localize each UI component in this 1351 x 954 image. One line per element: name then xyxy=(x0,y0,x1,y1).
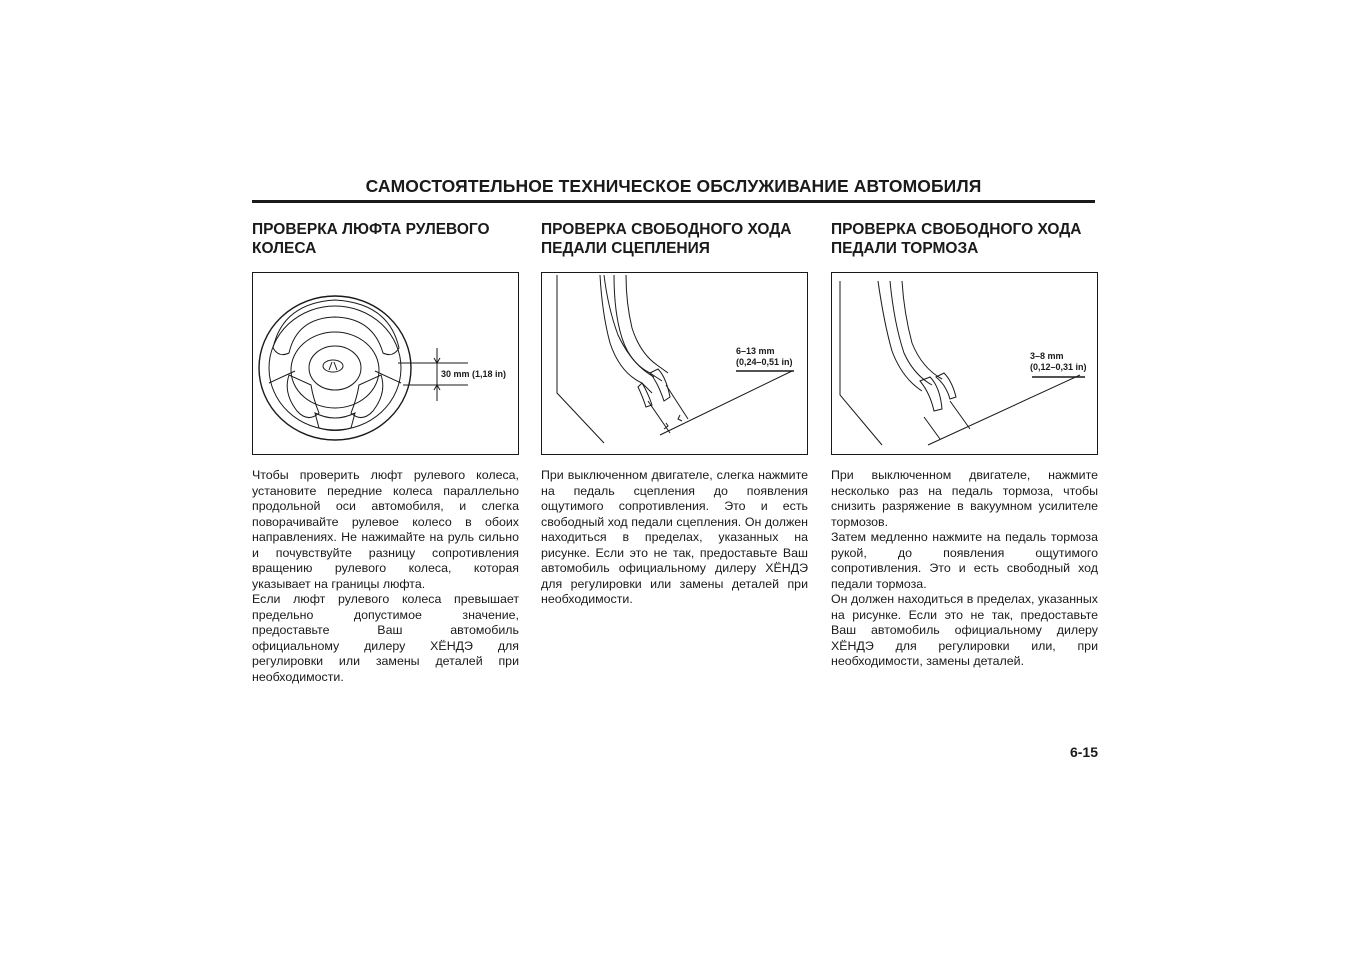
paragraph: Затем медленно нажмите на педаль тормоза рукой, до появления ощутимого сопротивления. Это и есть свободный ход педали тормоза. xyxy=(831,530,1098,591)
steering-wheel-illustration xyxy=(253,273,518,454)
clutch-freeplay-label: 6–13 mm (0,24–0,51 in) xyxy=(736,346,793,367)
page-title: САМОСТОЯТЕЛЬНОЕ ТЕХНИЧЕСКОЕ ОБСЛУЖИВАНИЕ АВТОМОБИЛЯ xyxy=(365,176,982,196)
section-heading: ПРОВЕРКА СВОБОДНОГО ХОДА ПЕДАЛИ ТОРМОЗА xyxy=(831,221,1082,257)
paragraph: Он должен находиться в пределах, указанных на рисунке. Если это не так, предоставьте Ваш автомобиль официальному дилеру ХЁНДЭ для регулировки или, при необходимости, замены деталей. xyxy=(831,592,1098,668)
section-clutch-pedal xyxy=(541,220,808,608)
section-heading: ПРОВЕРКА ЛЮФТА РУЛЕВОГО КОЛЕСА xyxy=(252,221,490,257)
paragraph: Чтобы проверить люфт рулевого колеса, установите передние колеса параллельно продольной оси автомобиля, и слегка поворачивайте рулевое колесо в обоих направлениях. Не нажимайте на руль сильно и почувствуйте разницу сопротивления вращению рулевого колеса, которая указывает на границы люфта. xyxy=(252,468,519,591)
section-brake-pedal xyxy=(831,220,1098,670)
section-body xyxy=(252,468,519,685)
paragraph: Если люфт рулевого колеса превышает предельно допустимое значение, предоставьте Ваш автомобиль официальному дилеру ХЁНДЭ для регулировки или замены деталей при необходимости. xyxy=(252,592,519,684)
page-number: 6-15 xyxy=(1069,744,1098,760)
paragraph: При выключенном двигателе, слегка нажмите на педаль сцепления до появления ощутимого сопротивления. Это и есть свободный ход педали сцепления. Он должен находиться в пределах, указанных на рисунке. Если это не так, предоставьте Ваш автомобиль официальному дилеру ХЁНДЭ для регулировки или замены деталей при необходимости. xyxy=(541,468,808,606)
brake-pedal-figure xyxy=(831,272,1098,455)
section-body xyxy=(541,468,808,608)
section-body xyxy=(831,468,1098,670)
steering-play-label: 30 mm (1,18 in) xyxy=(441,369,507,379)
section-heading: ПРОВЕРКА СВОБОДНОГО ХОДА ПЕДАЛИ СЦЕПЛЕНИЯ xyxy=(541,221,792,257)
steering-wheel-figure xyxy=(252,272,519,455)
section-steering-play xyxy=(252,220,519,685)
paragraph: При выключенном двигателе, нажмите несколько раз на педаль тормоза, чтобы снизить разряжение в вакуумном усилителе тормозов. xyxy=(831,468,1098,529)
clutch-pedal-figure xyxy=(541,272,808,455)
title-divider xyxy=(252,200,1095,203)
brake-freeplay-label: 3–8 mm (0,12–0,31 in) xyxy=(1030,351,1087,372)
hyundai-logo-icon xyxy=(323,360,343,372)
